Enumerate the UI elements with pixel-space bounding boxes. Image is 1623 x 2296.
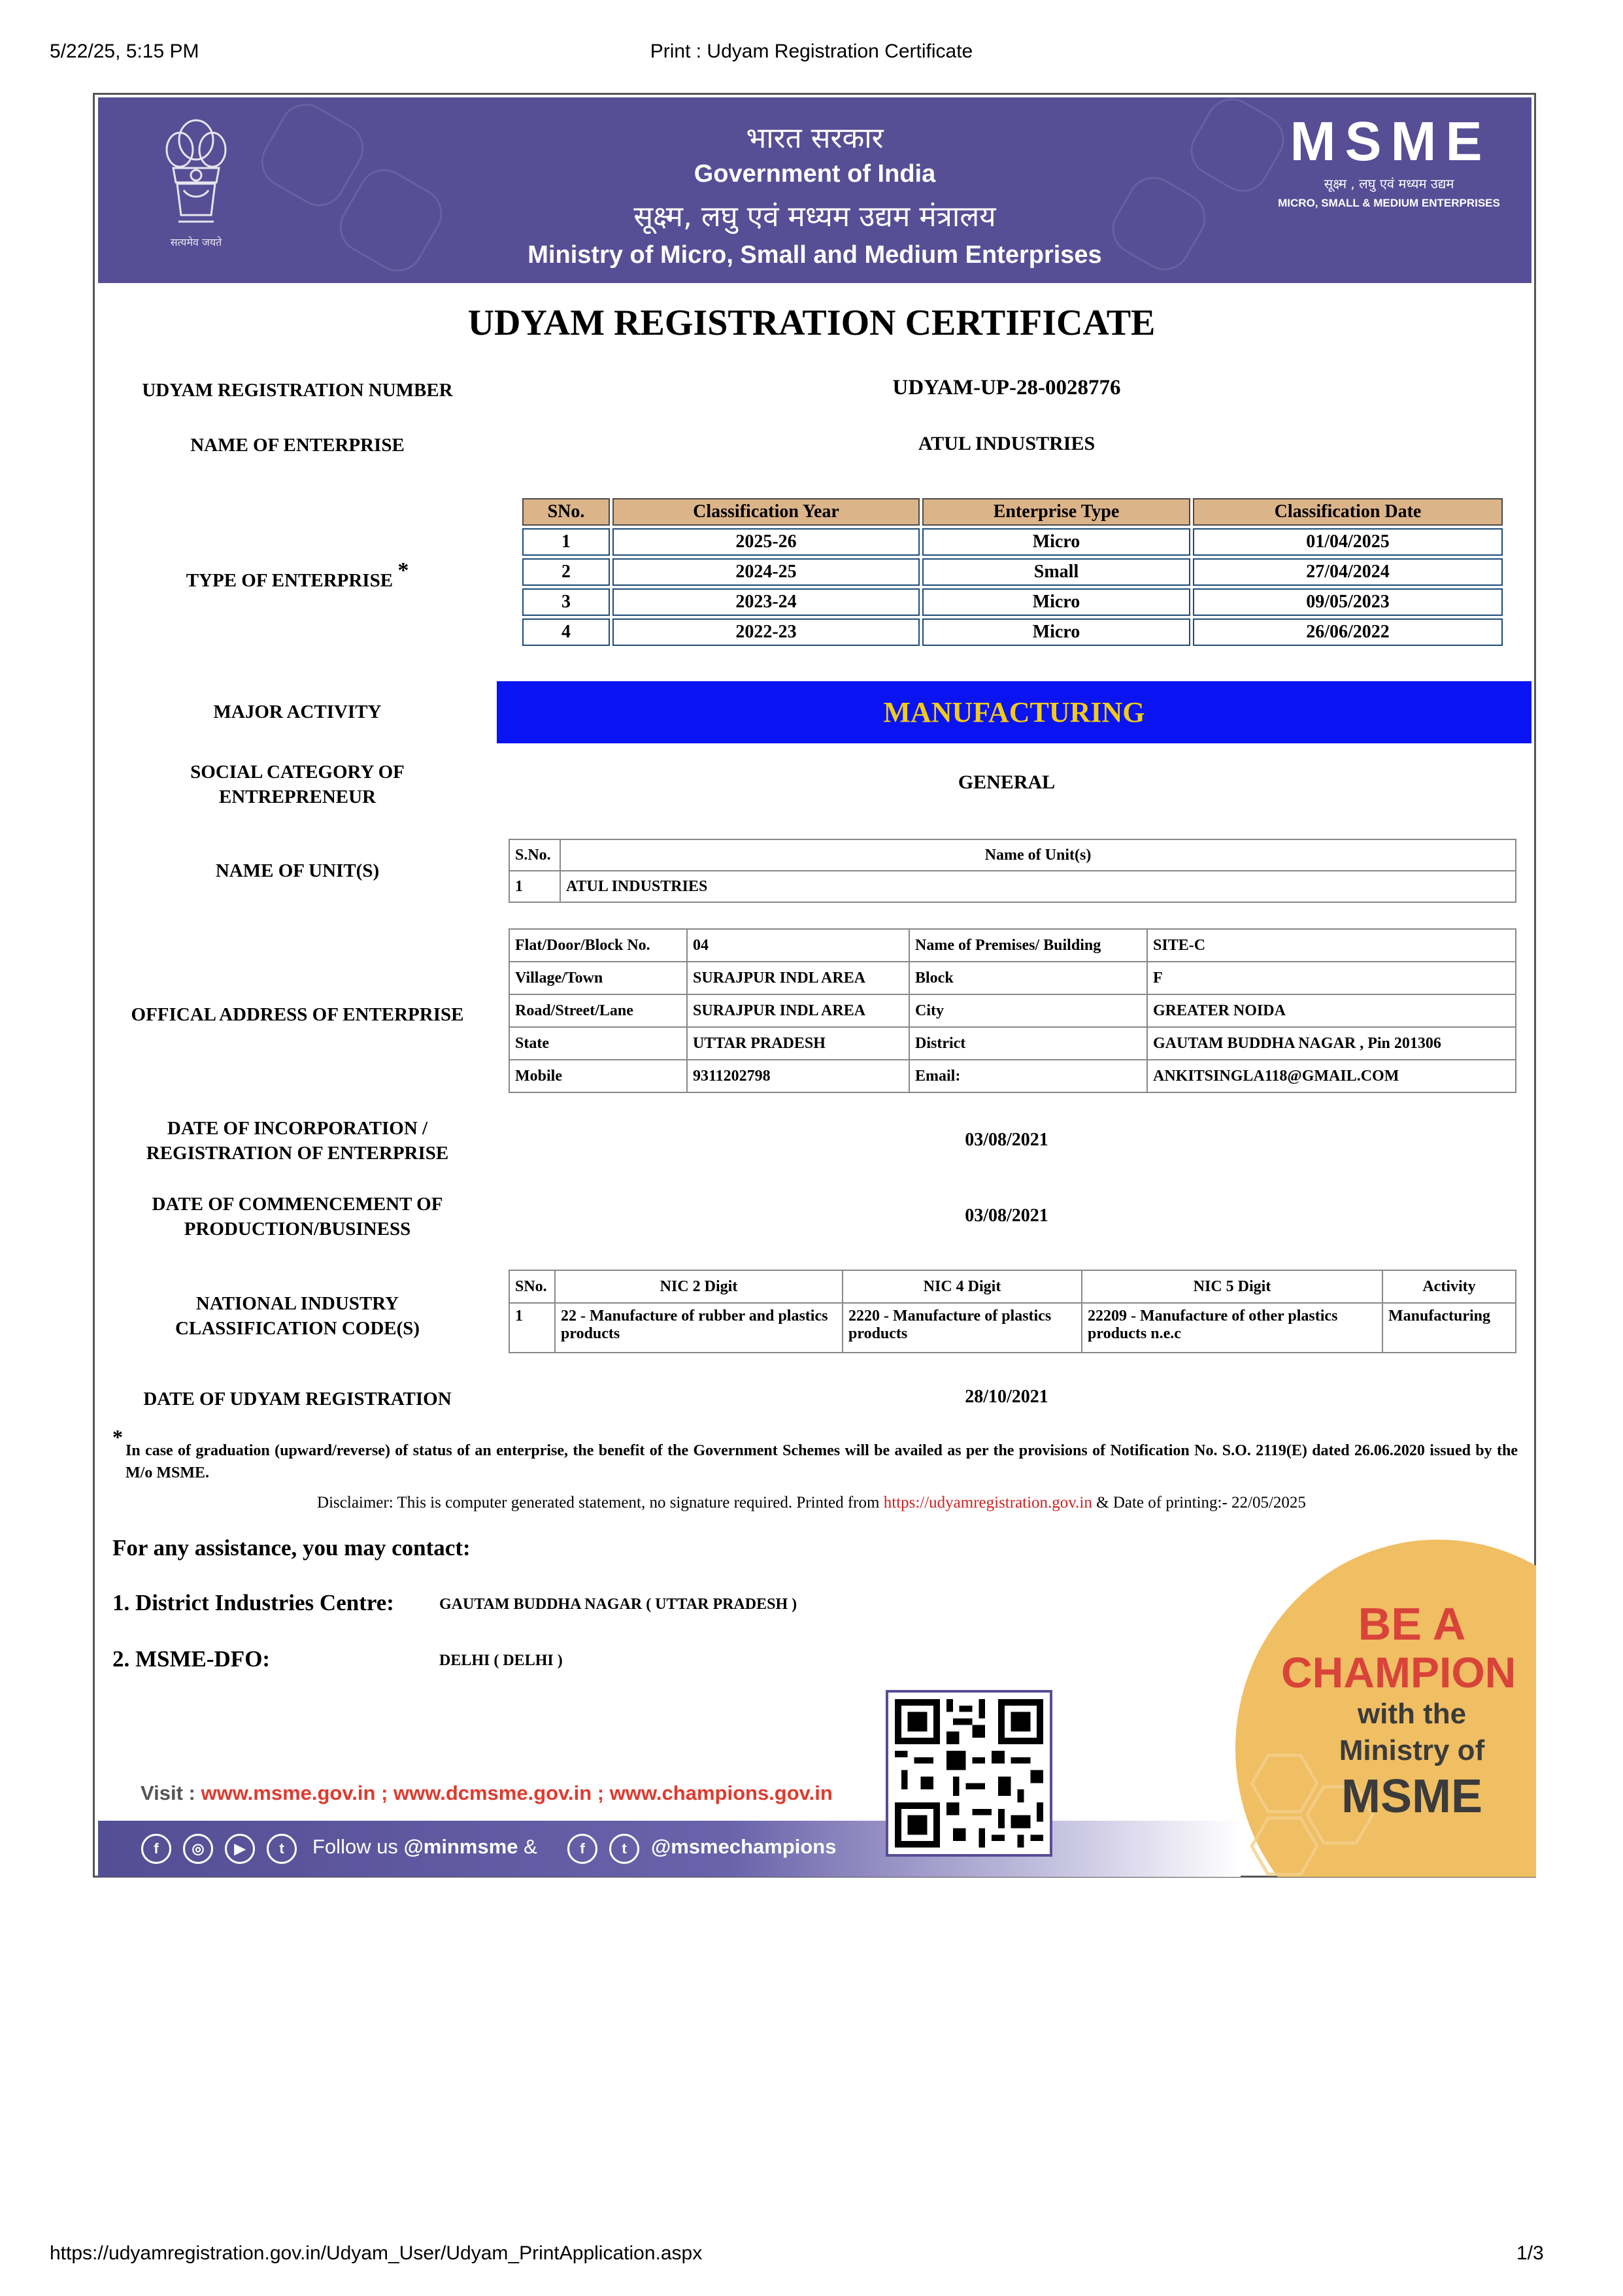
registration-number-label: UDYAM REGISTRATION NUMBER (142, 380, 453, 401)
table-row: 1 22 - Manufacture of rubber and plastics products 2220 - Manufacture of plastics products 22209 - Manufacture of other plastics products n.e.c Manufacturing (509, 1303, 1516, 1353)
enterprise-name-value: ATUL INDUSTRIES (918, 433, 1096, 454)
instagram-icon[interactable]: ◎ (183, 1834, 213, 1864)
print-title: Print : Udyam Registration Certificate (650, 41, 973, 62)
dic-value: GAUTAM BUDDHA NAGAR ( UTTAR PRADESH ) (439, 1596, 797, 1613)
page-number: 1/3 (1516, 2242, 1544, 2264)
major-activity-value: MANUFACTURING (497, 681, 1531, 743)
qr-code-icon (888, 1693, 1050, 1854)
column-header: S.No. (509, 839, 560, 871)
udyam-date-value: 28/10/2021 (965, 1387, 1048, 1407)
website-links[interactable]: www.msme.gov.in ; www.dcmsme.gov.in ; www.champions.gov.in (201, 1781, 833, 1804)
twitter-icon[interactable]: t (609, 1834, 639, 1864)
facebook-icon[interactable]: f (567, 1834, 597, 1864)
commencement-date: 03/08/2021 (965, 1206, 1048, 1226)
msme-logo: MSME (1290, 110, 1492, 172)
table-row: 1 ATUL INDUSTRIES (509, 871, 1516, 902)
promo-line-3: with the (1357, 1698, 1467, 1730)
incorporation-label: DATE OF INCORPORATION / REGISTRATION OF ENTERPRISE (146, 1118, 449, 1164)
table-row: State UTTAR PRADESH District GAUTAM BUDDHA NAGAR , Pin 201306 (509, 1027, 1516, 1060)
print-url: https://udyamregistration.gov.in/Udyam_User/Udyam_PrintApplication.aspx (50, 2242, 703, 2264)
youtube-icon[interactable]: ▶ (225, 1834, 255, 1864)
commencement-label: DATE OF COMMENCEMENT OF PRODUCTION/BUSINESS (152, 1194, 443, 1240)
table-row: Village/Town SURAJPUR INDL AREA Block F (509, 962, 1516, 994)
table-row: 3 2023-24 Micro 09/05/2023 (522, 588, 1503, 616)
handle-msmechampions[interactable]: @msmechampions (651, 1835, 837, 1858)
classification-table (520, 496, 1505, 649)
column-header: Activity (1382, 1270, 1516, 1303)
ministry-text: Ministry of Micro, Small and Medium Enterprises (527, 241, 1102, 269)
table-row: 2 2024-25 Small 27/04/2024 (522, 558, 1503, 586)
disclaimer: Disclaimer: This is computer generated statement, no signature required. Printed from https://udyamregistration.gov.in & Date of printing:- 22/05/2025 (317, 1494, 1306, 1511)
certificate-title: UDYAM REGISTRATION CERTIFICATE (467, 303, 1156, 343)
table-row: 1 2025-26 Micro 01/04/2025 (522, 528, 1503, 556)
registration-number-value: UDYAM-UP-28-0028776 (892, 376, 1121, 399)
column-header: Name of Unit(s) (560, 839, 1516, 871)
column-header: NIC 5 Digit (1082, 1270, 1382, 1303)
table-row: Mobile 9311202798 Email: ANKITSINGLA118@GMAIL.COM (509, 1060, 1516, 1092)
promo-line-1: BE A (1358, 1598, 1466, 1649)
column-header: Enterprise Type (922, 498, 1190, 526)
column-header: Classification Year (612, 498, 920, 526)
dfo-label: 2. MSME-DFO: (112, 1646, 271, 1672)
footnote-marker: * (397, 558, 409, 582)
column-header: SNo. (522, 498, 610, 526)
address-label: OFFICAL ADDRESS OF ENTERPRISE (131, 1004, 464, 1025)
nic-table (509, 1270, 1516, 1353)
hindi-govt-text: भारत सरकार (746, 122, 884, 155)
social-category-value: GENERAL (958, 771, 1056, 793)
msme-english-tagline: MICRO, SMALL & MEDIUM ENTERPRISES (1278, 197, 1500, 209)
qr-code[interactable] (886, 1690, 1052, 1857)
govt-text: Government of India (694, 160, 936, 188)
table-row: 4 2022-23 Micro 26/06/2022 (522, 618, 1503, 646)
twitter-icon[interactable]: t (267, 1834, 297, 1864)
champion-promo (1229, 1527, 1536, 1877)
enterprise-type-label: TYPE OF ENTERPRISE * (186, 558, 409, 591)
table-row: Road/Street/Lane SURAJPUR INDL AREA City GREATER NOIDA (509, 994, 1516, 1027)
hindi-ministry-text: सूक्ष्म, लघु एवं मध्यम उद्यम मंत्रालय (633, 200, 996, 233)
handle-minmsme[interactable]: @minmsme (403, 1835, 518, 1858)
units-table (509, 839, 1516, 903)
footnote-text: In case of graduation (upward/reverse) of status of an enterprise, the benefit of the Government Schemes will be availed as per the provisions of Notification No. S.O. 2119(E) dated 26.06.2020 issued by the M/o MSME. (125, 1442, 1518, 1481)
dic-label: 1. District Industries Centre: (112, 1590, 394, 1615)
msme-hindi-tagline: सूक्ष्म , लघु एवं मध्यम उद्यम (1324, 176, 1454, 192)
units-label: NAME OF UNIT(S) (215, 860, 380, 881)
footnote-asterisk: * (112, 1425, 123, 1449)
social-follow-bar (98, 1821, 1241, 1877)
column-header: NIC 4 Digit (843, 1270, 1082, 1303)
major-activity-label: MAJOR ACTIVITY (213, 701, 382, 722)
address-table (509, 928, 1516, 1093)
ministry-banner (98, 97, 1531, 283)
promo-line-2: CHAMPION (1281, 1648, 1516, 1697)
contact-heading: For any assistance, you may contact: (112, 1535, 471, 1561)
nic-label: NATIONAL INDUSTRY CLASSIFICATION CODE(S) (175, 1293, 420, 1339)
promo-line-5: MSME (1341, 1770, 1482, 1823)
column-header: NIC 2 Digit (555, 1270, 843, 1303)
udyam-portal-link[interactable]: https://udyamregistration.gov.in (883, 1494, 1092, 1511)
dfo-value: DELHI ( DELHI ) (439, 1652, 563, 1669)
follow-text: Follow us @minmsme & (312, 1835, 537, 1858)
incorporation-date: 03/08/2021 (965, 1130, 1048, 1150)
print-datetime: 5/22/25, 5:15 PM (50, 41, 199, 62)
column-header: Classification Date (1193, 498, 1503, 526)
column-header: SNo. (509, 1270, 555, 1303)
table-row: Flat/Door/Block No. 04 Name of Premises/ Building SITE-C (509, 929, 1516, 962)
emblem-motto: सत्यमेव जयते (170, 236, 222, 248)
visit-links: Visit : www.msme.gov.in ; www.dcmsme.gov.in ; www.champions.gov.in (141, 1781, 833, 1804)
facebook-icon[interactable]: f (141, 1834, 171, 1864)
promo-line-4: Ministry of (1339, 1734, 1485, 1766)
enterprise-name-label: NAME OF ENTERPRISE (190, 435, 405, 456)
udyam-date-label: DATE OF UDYAM REGISTRATION (143, 1389, 452, 1410)
social-category-label: SOCIAL CATEGORY OF ENTREPRENEUR (190, 762, 405, 807)
